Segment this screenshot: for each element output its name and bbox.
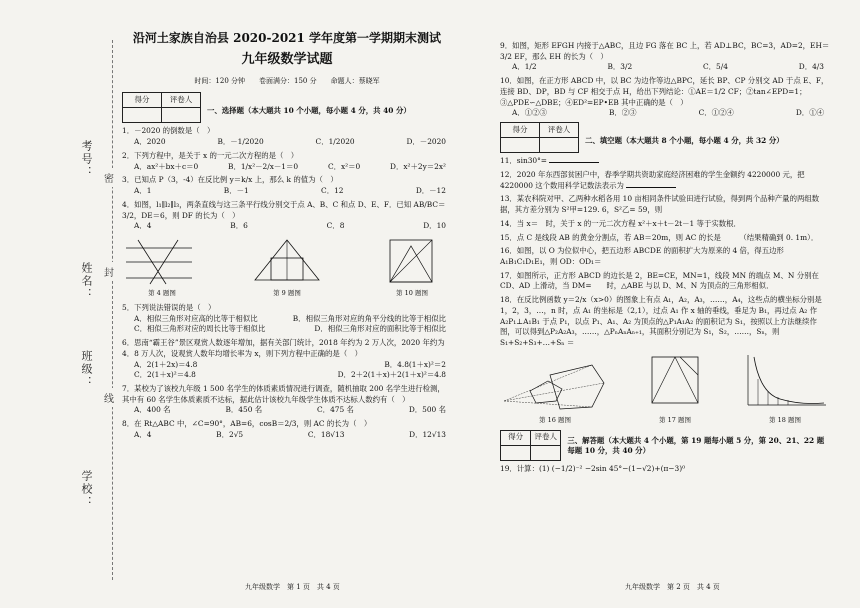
class-label: 班级： (80, 350, 93, 389)
option-d: D．10 (423, 221, 446, 231)
figure-q4 (122, 236, 202, 299)
option-a: A．400 名 (134, 405, 171, 415)
option-b: B．1/x²－2/x－1＝0 (228, 161, 299, 171)
grader-cell[interactable] (162, 108, 201, 123)
option-b: B．②③ (608, 108, 637, 118)
figures-row-2 (500, 353, 830, 426)
section-2-header (500, 122, 830, 153)
page-2-footer: 九年级数学 第 2 页 共 4 页 (625, 583, 720, 591)
section-1-title: 一、选择题（本大题共 10 个小题，每小题 4 分，共 40 分） (207, 106, 411, 116)
score-label: 得分 (501, 123, 540, 138)
seal-char: 封 (104, 262, 114, 281)
option-a: A．1/2 (512, 62, 537, 72)
grader-cell[interactable] (540, 138, 579, 153)
figure-caption: 第 17 题图 (659, 416, 691, 425)
option-d: D．－12 (415, 186, 446, 196)
option-b: B．－1 (223, 186, 249, 196)
question-2 (122, 151, 452, 172)
option-c: C．x²＝0 (327, 161, 361, 171)
figure-caption: 第 10 题图 (396, 289, 428, 298)
option-d: D．12√13 (409, 429, 446, 439)
exam-no-label: 考号： (80, 140, 93, 179)
square-mn-diagram (640, 353, 710, 413)
score-label: 得分 (501, 430, 531, 445)
question-10 (500, 76, 830, 119)
option-d: D．相似三角形对应的面积比等于相似比 (314, 324, 446, 334)
exam-subtitle: 九年级数学试题 (241, 52, 333, 68)
option-d: D．2＋2(1＋x)＋2(1＋x)²＝4.8 (337, 370, 446, 380)
school-label: 学校： (80, 470, 93, 509)
option-b: B．6 (230, 221, 248, 231)
question-8 (122, 419, 452, 440)
figure-caption: 第 9 题图 (273, 289, 301, 298)
section-2-title: 二、填空题（本大题共 8 个小题，每小题 4 分，共 32 分） (585, 136, 784, 146)
question-18: 18．在反比例函数 y＝2/x（x>0）的图象上有点 A₁，A₂，A₃，……，A₄，这些点的横坐标分别是 1，2，3，…，n 时，点 A₁ 的坐标是（2,1），过点 A₁ 作 x 轴的垂线，垂足为 B₁，再过点 A₂ 作 A₂P₁⊥A₁B₁ 于点 P₁，以点 P₁、A₁、A₂ 为顶点的△P₁A₁A₂ 的面积记为 S₁，按照以上方法继续作图，可以得到△P₂A₂A₃，……，△PₙAₙAₙ₊₁，其面积分别记为 S₁，S₂，……，Sₙ，则 S₁+S₂+S₃+…+Sₙ ＝ (500, 295, 822, 348)
grader-cell[interactable] (531, 445, 561, 460)
option-c: C．①②④ (698, 108, 734, 118)
question-stem: 12．2020 年东西部贫困户中，春季学期共资助家庭经济困难的学生金额约 4220000 元，把 4220000 这个数用科学记数法表示为 (500, 169, 805, 190)
option-b: B．4.8(1＋x)²＝2 (384, 359, 446, 369)
score-cell[interactable] (501, 445, 531, 460)
page-2 (500, 38, 830, 477)
figure-caption: 第 18 题图 (769, 416, 801, 425)
section-1-header (122, 92, 452, 123)
question-stem: 1．－2020 的倒数是（ ） (122, 126, 215, 136)
option-d: D．①④ (795, 108, 824, 118)
seal-line (112, 40, 113, 580)
question-stem: 8．在 Rt△ABC 中，∠C=90°，AB=6，cosB＝2/3，则 AC 的长为（ ） (122, 419, 372, 429)
score-cell[interactable] (501, 138, 540, 153)
option-d: D．500 名 (408, 405, 446, 415)
question-5 (122, 303, 452, 335)
question-6 (122, 338, 452, 381)
grader-label: 评卷人 (531, 430, 561, 445)
page-1 (122, 30, 452, 444)
question-stem: 10．如图，在正方形 ABCD 中，以 BC 为边作等边△BPC，延长 BP、CP 分别交 AD 于点 E、F，连接 BD、DP，BD 与 CF 相交于点 H，给出下列结论：①AE＝1/2 CF；②tan∠EPD=1；③△PDE∽△DBE；④ED²=EP•EB 其中正确的是（ ） (500, 76, 829, 107)
question-1 (122, 126, 452, 147)
question-stem: 7．某校为了该校九年级 1 500 名学生的体质素质情况进行调查，随机抽取 200 名学生进行检测，其中有 60 名学生体质素质不达标，据此估计该校九年级学生体质不达标人数约有（ ） (122, 383, 445, 404)
option-d: D．－2020 (406, 137, 446, 147)
question-15: 15．点 C 是线段 AB 的黄金分割点，若 AB＝20m，则 AC 的长是 （结果精确到 0. 1m）． (500, 232, 819, 242)
parallel-lines-diagram (122, 236, 202, 286)
option-b: B．2√5 (216, 429, 244, 439)
figure-caption: 第 16 题图 (539, 416, 571, 425)
question-4 (122, 200, 452, 232)
option-c: C．5/4 (703, 62, 728, 72)
option-c: C．8 (326, 221, 345, 231)
section-3-header (500, 430, 830, 461)
option-b: B．450 名 (225, 405, 263, 415)
option-c: C．18√13 (307, 429, 345, 439)
homothety-pentagon-diagram (500, 361, 610, 413)
score-label: 得分 (123, 93, 162, 108)
question-stem: 5．下列说法错误的是（ ） (122, 302, 216, 312)
score-cell[interactable] (123, 108, 162, 123)
question-3 (122, 175, 452, 196)
option-a: A．4 (134, 221, 152, 231)
question-stem: 11．sin30°= (500, 156, 548, 166)
question-14: 14．当 x＝ 时，关于 x 的一元二次方程 x²＋x＋t－2t－1 等于实数根． (500, 218, 741, 228)
question-stem: 6．思南“霸王谷”景区观赏人数逐年增加，据有关部门统计，2018 年约为 2 万人次，2020 年约为 4．8 万人次，设观赏人数年均增长率为 x，则下列方程中正确的是（ ） (122, 338, 445, 358)
score-table (500, 122, 579, 153)
seal-char: 密 (104, 168, 114, 187)
figure-q17 (640, 353, 710, 426)
option-b: B．相似三角形对应的角平分线的比等于相似比 (292, 313, 446, 323)
question-16: 16．如图，以 O 为位似中心，把五边形 ABCDE 的面积扩大为原来的 4 倍，得五边形 A₁B₁C₁D₁E₁，则 OD：OD₁＝ (500, 246, 784, 267)
question-stem: 4．如图，l₁∥l₂∥l₃，两条直线与这三条平行线分别交于点 A、B、C 和点 D、E、F．已知 AB/BC＝3/2，DE＝6，则 DF 的长为（ ） (122, 199, 446, 220)
option-c: C．相似三角形对应的周长比等于相似比 (134, 324, 266, 334)
question-19: 19．计算：(1) (−1/2)⁻² −2sin 45°−(1−√2)+(π−3)⁰ (500, 463, 686, 473)
binding-strip (0, 0, 120, 608)
section-3-title: 三、解答题（本大题共 4 个小题，第 19 题每小题 5 分，第 20、21、22 题每题 10 分，共 40 分） (567, 435, 825, 456)
question-12 (500, 170, 830, 191)
option-a: A．①②③ (512, 108, 547, 118)
figures-row-1 (122, 236, 452, 299)
option-c: C．1/2020 (315, 137, 355, 147)
answer-blank[interactable] (626, 187, 676, 188)
option-c: C．475 名 (317, 405, 354, 415)
figure-q18 (740, 353, 830, 426)
figure-caption: 第 4 题图 (148, 289, 176, 298)
option-d: D．x²＋2y＝2x² (390, 161, 446, 171)
inscribed-rectangle-diagram (247, 236, 327, 286)
seal-char: 线 (104, 388, 114, 407)
option-b: B．3/2 (607, 62, 633, 72)
question-7 (122, 384, 452, 416)
option-c: C．12 (321, 186, 344, 196)
question-11 (500, 156, 830, 167)
score-table (122, 92, 201, 123)
name-label: 姓名： (80, 262, 93, 301)
question-stem: 9．如图，矩形 EFGH 内接于△ABC，且边 FG 落在 BC 上，若 AD⊥BC，BC=3，AD=2，EH＝3/2 EF，那么 EH 的长为（ ） (500, 41, 830, 61)
option-a: A．ax²＋bx＋c＝0 (134, 161, 199, 171)
option-c: C．2(1＋x)²＝4.8 (134, 370, 196, 380)
option-a: A．相似三角形对应高的比等于相似比 (134, 313, 258, 323)
figure-q10 (372, 236, 452, 299)
option-d: D．4/3 (798, 62, 824, 72)
question-stem: 2．下列方程中，是关于 x 的一元二次方程的是（ ） (122, 150, 299, 160)
option-a: A．2020 (134, 137, 166, 147)
option-a: A．4 (134, 429, 152, 439)
grader-label: 评卷人 (540, 123, 579, 138)
figure-q9 (247, 236, 327, 299)
option-a: A．2(1＋2x)＝4.8 (134, 359, 198, 369)
question-9 (500, 41, 830, 73)
question-17: 17．如图所示，正方形 ABCD 的边长是 2，BE=CE，MN=1，线段 MN 的端点 M、N 分别在 CD、AD 上滑动，当 DM= 时，△ABE 与以 D、M、N 为顶点的三角形相似． (500, 270, 819, 291)
option-b: B．－1/2020 (217, 137, 264, 147)
page-1-footer: 九年级数学 第 1 页 共 4 页 (245, 583, 340, 591)
question-stem: 3．已知点 P（3，-4）在反比例 y＝k/x 上，那么 k 的值为（ ） (122, 175, 338, 185)
inverse-function-diagram (740, 353, 830, 413)
square-triangle-diagram (372, 236, 452, 286)
grader-label: 评卷人 (162, 93, 201, 108)
question-13: 13．某农科院对甲、乙两种水稻各用 10 亩相同条件试验田进行试验，得到两个品种产量的两组数据，其方差分别为 S²甲=129. 6，S²乙= 59，则 (500, 194, 820, 215)
option-a: A．1 (134, 186, 152, 196)
exam-title: 沿河土家族自治县 2020-2021 学年度第一学期期末测试 (132, 31, 442, 45)
figure-q16 (500, 361, 610, 426)
score-table (500, 430, 561, 461)
exam-meta: 时间：120 分钟 卷面满分：150 分 命题人：蔡晓军 (194, 77, 380, 86)
answer-blank[interactable] (549, 162, 599, 163)
